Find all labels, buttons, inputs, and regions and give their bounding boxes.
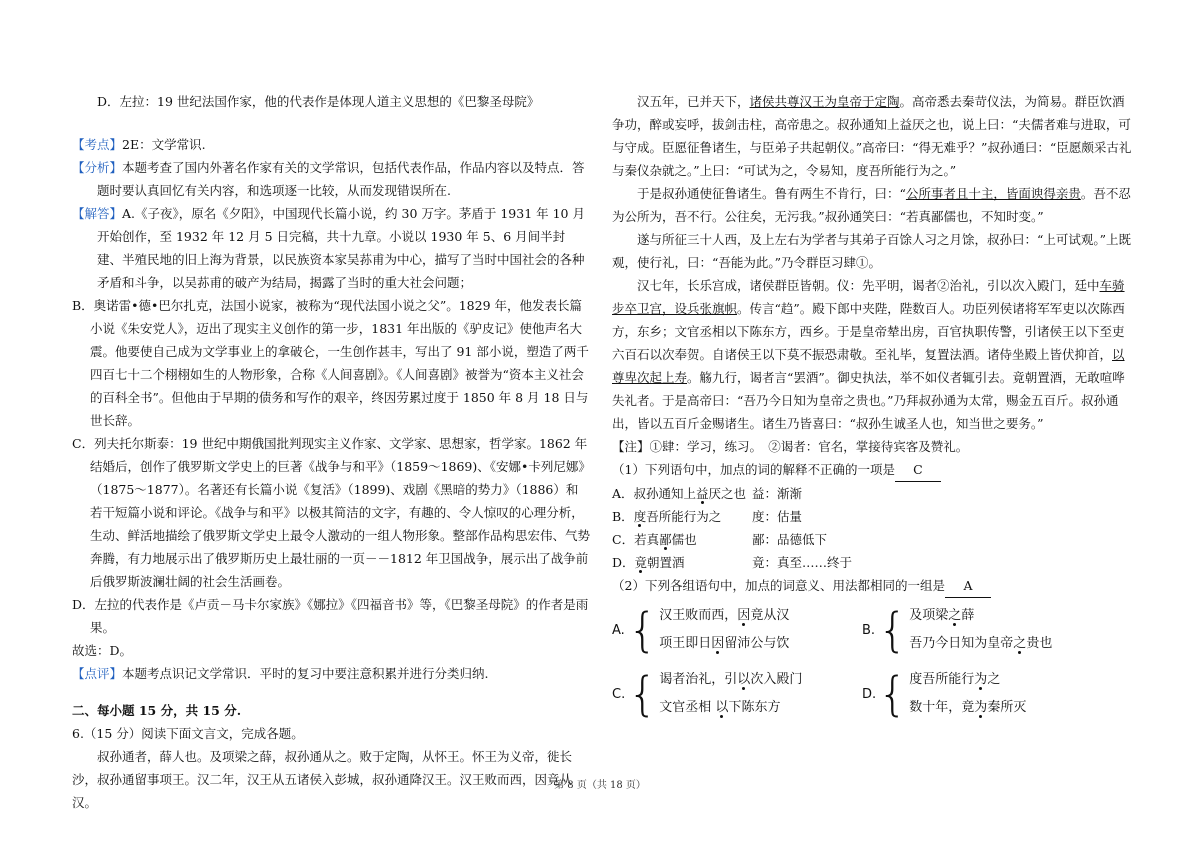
sub-question-2-answer: A [945, 574, 991, 598]
passage-paragraph-4: 遂与所征三十人西，及上左右为学者与其弟子百馀人习之月馀，叔孙曰：“上可试观。”上既观，使行礼，曰：“吾能为此。”乃令群臣习肆①。 [612, 232, 1132, 270]
left-column [72, 90, 590, 814]
q1-option-d: D．竟朝置酒 竟：真至……终于 [612, 555, 853, 570]
annotation-note: 【注】①肆：学习，练习。 ②谒者：官名，掌接待宾客及赞礼。 [612, 439, 969, 454]
jieda-b: B．奥诺雷•德•巴尔扎克，法国小说家，被称为“现代法国小说之父”。1829 年，他发表长篇小说《朱安党人》，迈出了现实主义创作的第一步，1831 年出版的《驴皮记》使他声名大震。他要使自己成为文学事业上的拿破仑，一生创作甚丰，写出了 91 部小说，塑造了两千四百七十二个栩栩如生的人物形象，合称《人间喜剧》。《人间喜剧》被誉为“资本主义社会的百科全书”。但他由于早期的债务和写作的艰辛，终因劳累过度于 1850 年 8 月 18 日与世长辞。 [72, 298, 589, 428]
section-title: 二、每小题 15 分，共 15 分. [72, 703, 242, 718]
q1-option-c: C．若真鄙儒也 鄙：品德低下 [612, 532, 828, 547]
page-footer: 第 8 页（共 18 页） [554, 780, 646, 791]
q2-option-c: C. { 谒者治礼，引以次入殿门 文官丞相 以下陈东方 [612, 667, 803, 721]
option-d-text: D．左拉：19 世纪法国作家，他的代表作是体现人道主义思想的《巴黎圣母院》 [97, 94, 540, 109]
fenxi: 【分析】本题考查了国内外著名作家有关的文学常识，包括代表作品，作品内容以及特点．答题时要认真回忆有关内容，和选项逐一比较，从而发现错误所在. [72, 160, 585, 198]
q2-option-b: B. { 及项梁之薛 吾乃今日知为皇帝之贵也 [862, 603, 1053, 657]
sub-question-1-answer: C [895, 458, 941, 482]
kaodian: 【考点】2E：文学常识. [72, 137, 206, 152]
sub-question-1: （1）下列语句中，加点的词的解释不正确的一项是 C [612, 458, 1132, 482]
jieda-d: D．左拉的代表作是《卢贡－马卡尔家族》《娜拉》《四福音书》等，《巴黎圣母院》的作者是雨果。 [72, 597, 589, 635]
passage-paragraph-5: 汉七年，长乐宫成，诸侯群臣皆朝。仪：先平明，谒者②治礼，引以次入殿门，廷中车骑步卒卫宫，设兵张旗帜。传言“趋”。殿下郎中夹陛，陛数百人。功臣列侯诸将军军吏以次陈西方，东乡；文官丞相以下陈东方，西乡。于是皇帝辇出房，百官执职传警，引诸侯王以下至吏六百石以次奉贺。自诸侯王以下莫不振恐肃敬。至礼毕，复置法酒。诸侍坐殿上皆伏抑首，以尊卑次起上寿。觞九行，谒者言“罢酒”。御史执法，举不如仪者辄引去。竟朝置酒，无敢喧哗失礼者。于是高帝曰：“吾乃今日知为皇帝之贵也。”乃拜叔孙通为太常，赐金五百斤。叔孙通出，皆以五百斤金赐诸生。诸生乃皆喜曰：“叔孙生诚圣人也，知当世之要务。” [612, 278, 1125, 431]
question-6: 6.（15 分）阅读下面文言文，完成各题。 [72, 726, 304, 741]
jieda-label: 【解答】 [72, 206, 123, 221]
q1-option-a: A．叔孙通知上益厌之也 益：渐渐 [612, 486, 803, 501]
jieda-c: C．列夫托尔斯泰：19 世纪中期俄国批判现实主义作家、文学家、思想家，哲学家。1862 年结婚后，创作了俄罗斯文学史上的巨著《战争与和平》（1859～1869)、《安娜•卡列尼娜》（1875～1877）。名著还有长篇小说《复活》（1899)、戏剧《黑暗的势力》（1886）和若干短篇小说和评论。《战争与和平》以极其简洁的文字，有趣的、令人惊叹的心理分析，生动、鲜活地描绘了俄罗斯文学史上最令人激动的一组人物形象。整部作品构思宏伟、气势奔腾，有力地展示出了俄罗斯历史上最壮丽的一页－－1812 年卫国战争，展示出了战争前后俄罗斯波澜壮阔的社会生活画卷。 [72, 436, 591, 589]
passage-paragraph-2: 汉五年，已并天下，诸侯共尊汉王为皇帝于定陶。高帝悉去秦苛仪法，为简易。群臣饮酒争功，醉或妄呼，拔剑击柱，高帝患之。叔孙通知上益厌之也，说上曰：“夫儒者难与进取，可与守成。臣愿征鲁诸生，与臣弟子共起朝仪。”高帝曰：“得无难乎？”叔孙通曰：“臣愿颇采古礼与秦仪杂就之。”上曰：“可试为之，令易知，度吾所能行为之。” [612, 94, 1132, 178]
brace-icon: { [878, 603, 908, 657]
q2-option-d: D. { 度吾所能行为之 数十年，竟为秦所灭 [862, 667, 1027, 721]
answer-choice: 故选：D。 [72, 643, 133, 658]
passage-paragraph-1: 叔孙通者，薛人也。及项梁之薛，叔孙通从之。败于定陶，从怀王。怀王为义帝，徙长沙，叔孙通留事项王。汉二年，汉王从五诸侯入彭城，叔孙通降汉王。汉王败而西，因竟从汉。 [72, 749, 573, 810]
sub-question-2: （2）下列各组语句中，加点的词意义、用法都相同的一组是 A [612, 574, 1132, 598]
fenxi-label: 【分析】 [72, 160, 123, 175]
brace-icon: { [628, 603, 658, 657]
q1-options [612, 482, 1132, 574]
q2-options [612, 602, 1132, 722]
right-column [612, 90, 1132, 722]
q2-option-a: A. { 汉王败而西，因竟从汉 项王即日因留沛公与饮 [612, 603, 790, 657]
brace-icon: { [878, 667, 908, 721]
dianping: 【点评】本题考点识记文学常识．平时的复习中要注意积累并进行分类归纳. [72, 666, 489, 681]
passage-paragraph-3: 于是叔孙通使征鲁诸生。鲁有两生不肯行，曰：“公所事者且十主，皆面谀得亲贵。吾不忍为公所为，吾不行。公往矣，无污我。”叔孙通笑曰：“若真鄙儒也，不知时变。” [612, 186, 1131, 224]
q1-option-b: B．度吾所能行为之 度：估量 [612, 509, 803, 524]
jieda-a: 【解答】A.《子夜》，原名《夕阳》，中国现代长篇小说，约 30 万字。茅盾于 1931 年 10 月开始创作，至 1932 年 12 月 5 日完稿，共十九章。小说以 1930 年 5、6 月间半封建、半殖民地的旧上海为背景，以民族资本家吴荪甫为中心，描写了当时中国社会的各种矛盾和斗争，以吴荪甫的破产为结局，揭露了当时的重大社会问题； [72, 206, 585, 290]
brace-icon: { [628, 667, 658, 721]
kaodian-label: 【考点】 [72, 137, 123, 152]
dianping-label: 【点评】 [72, 666, 123, 681]
